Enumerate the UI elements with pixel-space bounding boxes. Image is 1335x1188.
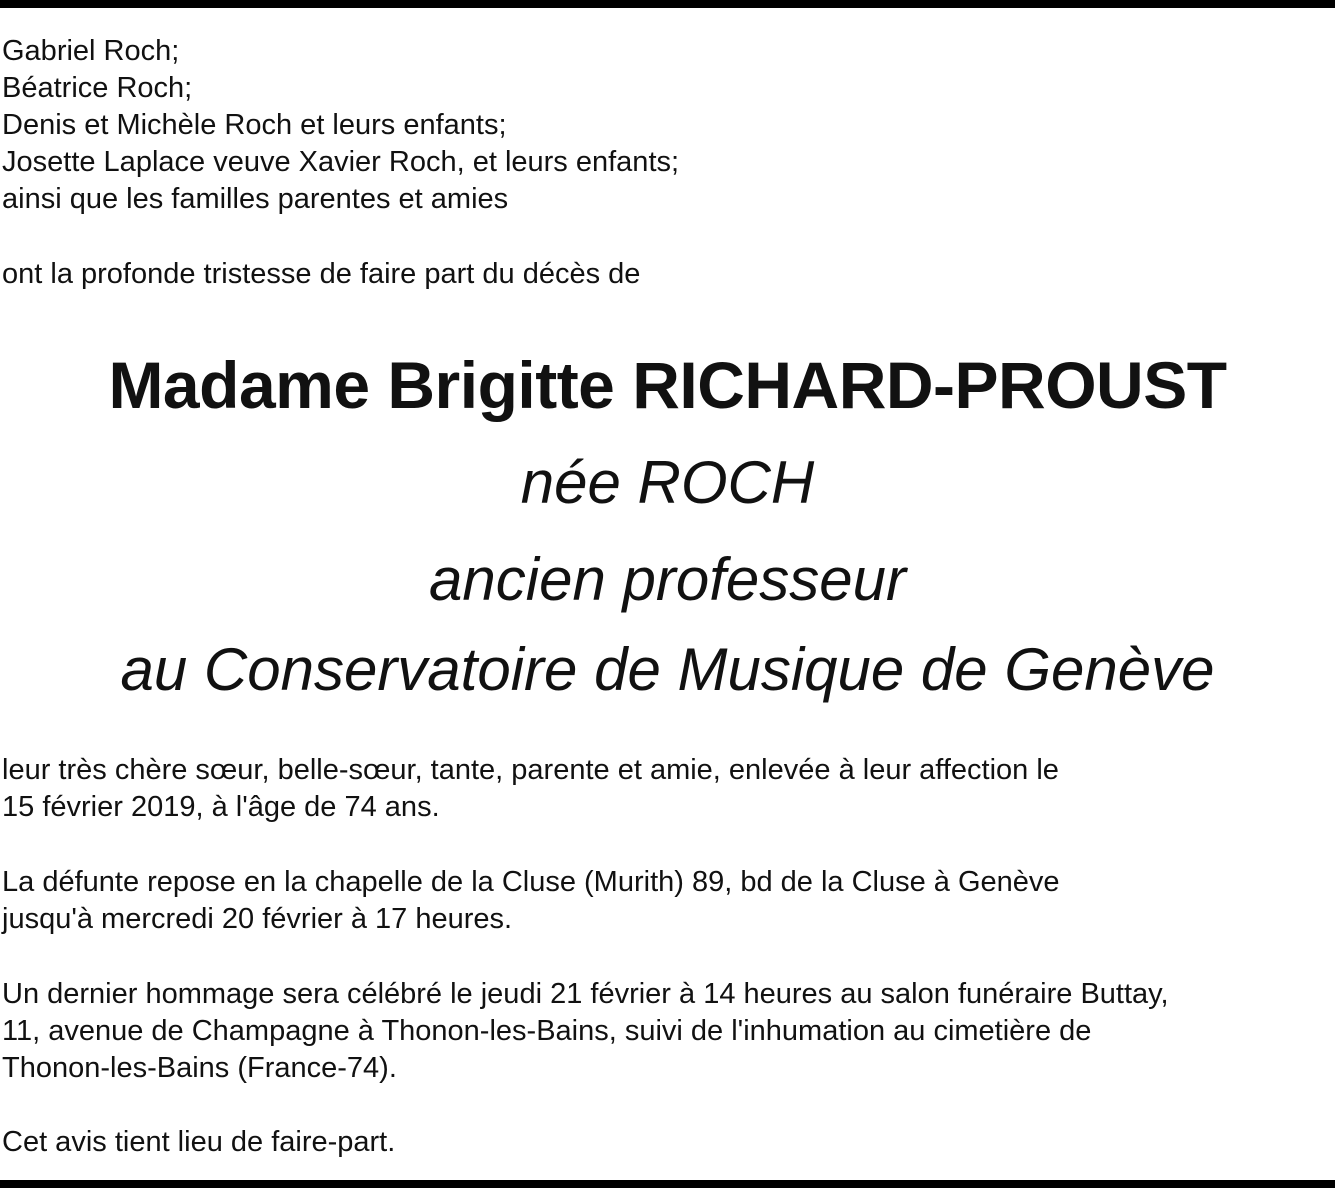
- deceased-name: Madame Brigitte RICHARD-PROUST: [108, 348, 1227, 422]
- repose-paragraph: [2, 864, 1333, 938]
- relation-paragraph: [2, 752, 1333, 826]
- family-list: [2, 33, 1333, 218]
- top-rule: [0, 0, 1335, 8]
- hommage-line: Thonon-les-Bains (France-74).: [2, 1052, 397, 1084]
- family-line: Denis et Michèle Roch et leurs enfants;: [2, 109, 507, 141]
- relation-line: 15 février 2019, à l'âge de 74 ans.: [2, 791, 440, 823]
- hommage-paragraph: [2, 976, 1333, 1087]
- profession-line-2: au Conservatoire de Musique de Genève: [120, 636, 1215, 703]
- repose-line: jusqu'à mercredi 20 février à 17 heures.: [2, 903, 513, 935]
- family-line: ainsi que les familles parentes et amies: [2, 183, 509, 215]
- hommage-line: Un dernier hommage sera célébré le jeudi 21 février à 14 heures au salon funéraire Buttay,: [2, 978, 1169, 1010]
- repose-line: La défunte repose en la chapelle de la Cluse (Murith) 89, bd de la Cluse à Genève: [2, 866, 1060, 898]
- hommage-line: 11, avenue de Champagne à Thonon-les-Bains, suivi de l'inhumation au cimetière de: [2, 1015, 1092, 1047]
- family-line: Béatrice Roch;: [2, 72, 193, 104]
- intro-text: ont la profonde tristesse de faire part du décès de: [2, 258, 641, 290]
- profession-line-1: ancien professeur: [429, 546, 906, 613]
- bottom-rule: [0, 1180, 1335, 1188]
- relation-line: leur très chère sœur, belle-sœur, tante, parente et amie, enlevée à leur affection le: [2, 754, 1059, 786]
- maiden-name: née ROCH: [520, 449, 815, 516]
- closing-text: Cet avis tient lieu de faire-part.: [2, 1126, 396, 1158]
- family-line: Josette Laplace veuve Xavier Roch, et leurs enfants;: [2, 146, 680, 178]
- family-line: Gabriel Roch;: [2, 35, 180, 67]
